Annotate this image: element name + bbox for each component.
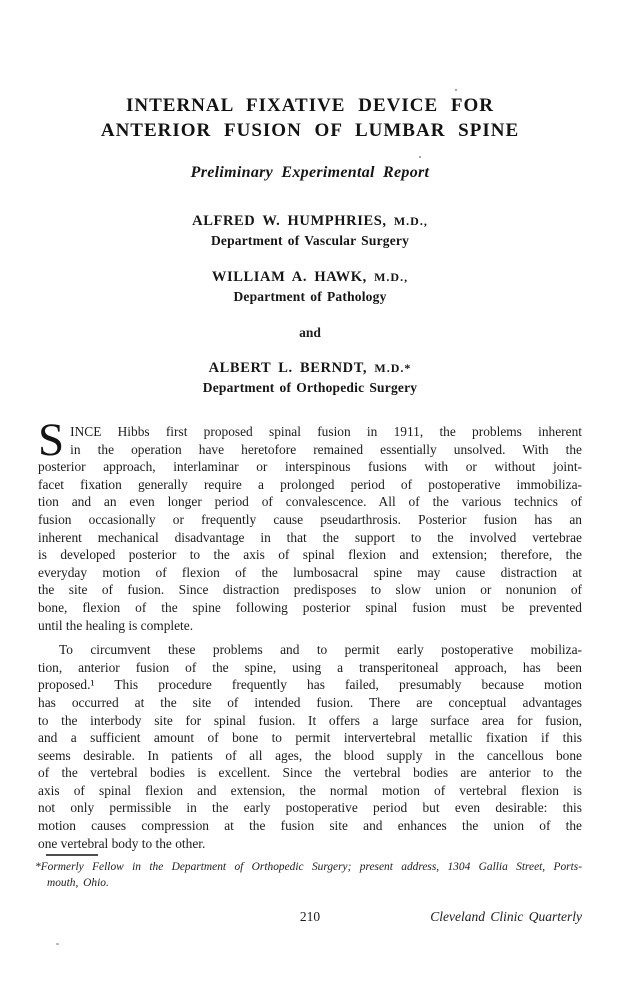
text-line: and a sufficient amount of bone to permit intervertebral metallic fixation if this xyxy=(38,730,582,746)
journal-name: Cleveland Clinic Quarterly xyxy=(430,909,582,925)
text-line: To circumvent these problems and to permit early postoperative mobiliza- xyxy=(59,642,582,658)
text-line: motion causes compression at the fusion site and enhances the union of the xyxy=(38,818,582,834)
text-line: has occurred at the site of intended fusion. There are conceptual advantages xyxy=(38,694,582,710)
text-line: until the healing is complete. xyxy=(38,617,194,633)
scan-speck xyxy=(419,156,421,158)
text-line: tion and an even longer period of convalescence. All of the various technics of xyxy=(38,494,582,510)
text-line: posterior approach, interlaminar or interspinous fusions with or without joint- xyxy=(38,459,582,475)
text-line: not only permissible in the early postoperative period but even desirable: this xyxy=(38,800,582,816)
text-line: the site of fusion. Since distraction predisposes to slow union or nonunion of xyxy=(38,582,582,598)
author-conjunction: and xyxy=(299,325,321,340)
text-line: to the interbody site for spinal fusion. It offers a large surface area for fusion, xyxy=(38,712,582,728)
author-block-2 xyxy=(38,267,582,306)
author-block-1 xyxy=(38,211,582,250)
author-department: Department of Vascular Surgery xyxy=(210,233,410,248)
text-line: facet fixation generally require a prolonged period of postoperative immobiliza- xyxy=(38,476,582,492)
scan-speck xyxy=(56,943,59,945)
author-degree: M.D., xyxy=(374,270,409,284)
paragraph-2-lines xyxy=(38,641,582,852)
drop-cap: S xyxy=(38,414,65,466)
text-line: inherent mechanical disadvantage in that the support to the involved vertebrae xyxy=(38,529,582,545)
text-line: fusion occasionally or frequently cause pseudarthrosis. Posterior fusion has an xyxy=(38,511,582,527)
text-line: *Formerly Fellow in the Department of Orthopedic Surgery; present address, 1304 Gallia Street, Ports- xyxy=(35,861,582,874)
text-line: one vertebral body to the other. xyxy=(38,835,206,851)
title-line-1: INTERNAL FIXATIVE DEVICE FOR xyxy=(125,95,494,116)
author-name xyxy=(38,358,582,379)
paragraph-2 xyxy=(38,641,582,852)
text-line: proposed.¹ This procedure frequently has failed, presumably because motion xyxy=(38,677,582,693)
text-line: axis of spinal flexion and extension, the normal motion of vertebral flexion is xyxy=(38,782,582,798)
footnote-rule xyxy=(46,854,98,856)
scan-speck xyxy=(455,89,457,91)
author-name xyxy=(38,211,582,232)
footnote xyxy=(35,860,582,891)
author-degree: M.D., xyxy=(393,214,428,228)
text-line: is developed posterior to the axis of spinal flexion and extension; therefore, the xyxy=(38,547,582,563)
author-department: Department of Orthopedic Surgery xyxy=(202,380,418,395)
author-name xyxy=(38,267,582,288)
article-subtitle: Preliminary Experimental Report xyxy=(190,164,430,181)
masthead xyxy=(38,93,582,397)
text-line: INCE Hibbs first proposed spinal fusion in 1911, the problems inherent xyxy=(70,424,582,439)
text-line: of the vertebral bodies is excellent. Since the vertebral bodies are anterior to the xyxy=(38,765,582,781)
page-footer xyxy=(38,908,582,925)
text-line: everyday motion of flexion of the lumbosacral spine may cause distraction at xyxy=(38,564,582,580)
text-line: bone, flexion of the spine following posterior spinal fusion must be prevented xyxy=(38,599,582,615)
article-title xyxy=(38,93,582,143)
author-degree: M.D.* xyxy=(374,361,412,375)
title-line-2: ANTERIOR FUSION OF LUMBAR SPINE xyxy=(100,120,520,141)
text-line: mouth, Ohio. xyxy=(47,876,109,889)
article-body xyxy=(38,414,582,852)
paragraph-1-lines xyxy=(38,414,582,634)
paragraph-1 xyxy=(38,414,582,634)
text-line: in the operation have heretofore remained essentially unsolved. With the xyxy=(70,441,582,457)
author-name-text: ALBERT L. BERNDT, xyxy=(208,360,368,376)
author-name-text: ALFRED W. HUMPHRIES, xyxy=(192,213,387,229)
author-name-text: WILLIAM A. HAWK, xyxy=(211,269,367,285)
text-line: seems desirable. In patients of all ages, the blood supply in the cancellous bone xyxy=(38,747,582,763)
author-department: Department of Pathology xyxy=(233,289,387,304)
text-line: tion, anterior fusion of the spine, using a transperitoneal approach, has been xyxy=(38,659,582,675)
page-number: 210 xyxy=(299,909,321,925)
author-block-3 xyxy=(38,358,582,397)
